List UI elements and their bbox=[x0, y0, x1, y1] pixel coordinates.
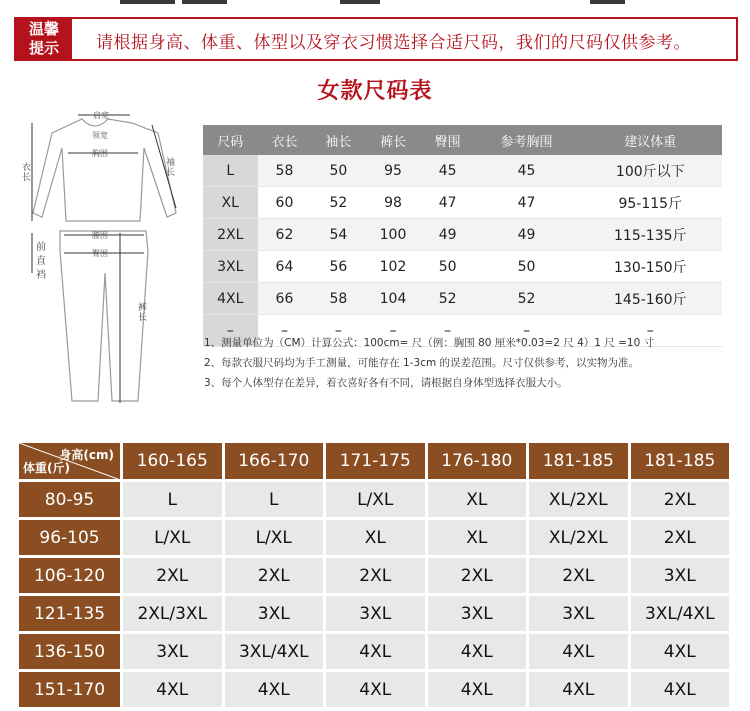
label-length: 衣长 bbox=[22, 163, 32, 183]
hw-cell: 4XL bbox=[326, 634, 425, 669]
hw-cell: 2XL bbox=[631, 482, 730, 517]
height-header: 166-170 bbox=[225, 443, 324, 479]
page-title: 女款尺码表 bbox=[317, 79, 433, 104]
size-cell: 145-160斤 bbox=[579, 283, 722, 315]
size-row bbox=[203, 155, 722, 187]
height-header: 176-180 bbox=[428, 443, 527, 479]
hw-cell: 2XL bbox=[529, 558, 628, 593]
size-cell: 60 bbox=[258, 187, 312, 219]
hw-row bbox=[19, 520, 729, 555]
hw-cell: 2XL bbox=[631, 520, 730, 555]
hw-cell: L/XL bbox=[326, 482, 425, 517]
size-row bbox=[203, 219, 722, 251]
hw-cell: XL bbox=[428, 482, 527, 517]
label-hip: 臀围 bbox=[92, 249, 108, 258]
note-line: 3、每个人体型存在差异，着衣喜好各有不同，请根据自身体型选择衣服大小。 bbox=[204, 377, 568, 389]
notice-bar bbox=[14, 17, 738, 61]
size-cell: 66 bbox=[258, 283, 312, 315]
notice-message: 请根据身高、体重、体型以及穿衣习惯选择合适尺码，我们的尺码仅供参考。 bbox=[96, 33, 691, 53]
hw-cell: 4XL bbox=[326, 672, 425, 707]
size-cell: – bbox=[203, 315, 258, 347]
size-cell: 50 bbox=[311, 155, 365, 187]
hw-cell: 3XL bbox=[123, 634, 222, 669]
size-cell: 52 bbox=[475, 283, 579, 315]
hw-cell: XL bbox=[326, 520, 425, 555]
size-cell: 4XL bbox=[203, 283, 258, 315]
measurement-notes bbox=[204, 333, 744, 393]
hw-cell: 3XL/4XL bbox=[225, 634, 324, 669]
hw-cell: 2XL bbox=[123, 558, 222, 593]
strip-segment bbox=[590, 0, 625, 4]
size-cell: 62 bbox=[258, 219, 312, 251]
size-cell: 47 bbox=[475, 187, 579, 219]
strip-segment bbox=[340, 0, 380, 4]
size-cell: 45 bbox=[475, 155, 579, 187]
size-cell: 45 bbox=[421, 155, 475, 187]
size-col-header: 袖长 bbox=[311, 125, 365, 155]
hw-cell: 3XL bbox=[428, 596, 527, 631]
hw-cell: 4XL bbox=[225, 672, 324, 707]
corner-weight-label: 体重(斤) bbox=[23, 461, 70, 475]
size-col-header: 尺码 bbox=[203, 125, 258, 155]
size-table-header bbox=[203, 125, 722, 155]
hw-cell: 3XL/4XL bbox=[631, 596, 730, 631]
label-rise: 前直裆 bbox=[36, 242, 46, 281]
height-header: 181-185 bbox=[529, 443, 628, 479]
size-cell: 115-135斤 bbox=[579, 219, 722, 251]
notice-tag-line2: 提示 bbox=[28, 39, 59, 57]
size-col-header: 裤长 bbox=[365, 125, 420, 155]
height-header: 171-175 bbox=[326, 443, 425, 479]
strip-segment bbox=[120, 0, 175, 4]
size-cell: 100斤以下 bbox=[579, 155, 722, 187]
size-cell: 95-115斤 bbox=[579, 187, 722, 219]
label-collar: 领宽 bbox=[92, 131, 108, 140]
size-cell: 64 bbox=[258, 251, 312, 283]
hw-cell: 4XL bbox=[428, 672, 527, 707]
size-cell: – bbox=[421, 315, 475, 347]
hw-cell: 2XL/3XL bbox=[123, 596, 222, 631]
hw-cell: L bbox=[225, 482, 324, 517]
weight-header: 106-120 bbox=[19, 558, 120, 593]
weight-header: 96-105 bbox=[19, 520, 120, 555]
size-cell: L bbox=[203, 155, 258, 187]
note-line: 2、每款衣服尺码均为手工测量，可能存在 1-3cm 的误差范围。尺寸仅供参考，以实物为准。 bbox=[204, 357, 640, 369]
size-cell: 52 bbox=[421, 283, 475, 315]
size-cell: 47 bbox=[421, 187, 475, 219]
hw-cell: 4XL bbox=[428, 634, 527, 669]
hw-cell: XL/2XL bbox=[529, 482, 628, 517]
hw-cell: L bbox=[123, 482, 222, 517]
notice-tag bbox=[16, 19, 72, 60]
hw-row bbox=[19, 596, 729, 631]
hw-cell: L/XL bbox=[225, 520, 324, 555]
hw-cell: L/XL bbox=[123, 520, 222, 555]
hw-cell: 2XL bbox=[225, 558, 324, 593]
size-cell: – bbox=[475, 315, 579, 347]
size-col-header: 衣长 bbox=[258, 125, 312, 155]
size-cell: 52 bbox=[311, 187, 365, 219]
top-strip bbox=[0, 0, 750, 6]
size-row bbox=[203, 283, 722, 315]
size-cell: – bbox=[258, 315, 312, 347]
hw-corner-cell bbox=[19, 443, 120, 479]
label-shoulder: 肩宽 bbox=[93, 111, 109, 120]
hw-cell: XL bbox=[428, 520, 527, 555]
size-cell: 2XL bbox=[203, 219, 258, 251]
size-cell: 100 bbox=[365, 219, 420, 251]
weight-header: 80-95 bbox=[19, 482, 120, 517]
label-sleeve: 袖长 bbox=[166, 158, 176, 178]
size-cell: – bbox=[311, 315, 365, 347]
size-row bbox=[203, 251, 722, 283]
hw-cell: 2XL bbox=[428, 558, 527, 593]
hw-cell: 4XL bbox=[529, 672, 628, 707]
size-cell: 56 bbox=[311, 251, 365, 283]
size-col-header: 建议体重 bbox=[579, 125, 722, 155]
size-cell: – bbox=[579, 315, 722, 347]
size-cell: 130-150斤 bbox=[579, 251, 722, 283]
size-cell: – bbox=[365, 315, 420, 347]
size-cell: 104 bbox=[365, 283, 420, 315]
height-weight-table bbox=[16, 440, 732, 710]
size-cell: XL bbox=[203, 187, 258, 219]
hw-cell: 3XL bbox=[326, 596, 425, 631]
size-cell: 49 bbox=[475, 219, 579, 251]
size-col-header: 参考胸围 bbox=[475, 125, 579, 155]
strip-segment bbox=[182, 0, 227, 4]
weight-header: 136-150 bbox=[19, 634, 120, 669]
size-cell: 50 bbox=[421, 251, 475, 283]
hw-cell: 4XL bbox=[631, 672, 730, 707]
height-header: 181-185 bbox=[631, 443, 730, 479]
size-cell: 98 bbox=[365, 187, 420, 219]
size-col-header: 臀围 bbox=[421, 125, 475, 155]
hw-cell: 4XL bbox=[123, 672, 222, 707]
hw-cell: 3XL bbox=[225, 596, 324, 631]
size-cell: 3XL bbox=[203, 251, 258, 283]
corner-height-label: 身高(cm) bbox=[59, 448, 114, 462]
weight-header: 121-135 bbox=[19, 596, 120, 631]
hw-cell: 4XL bbox=[631, 634, 730, 669]
size-cell: 49 bbox=[421, 219, 475, 251]
size-cell: 58 bbox=[258, 155, 312, 187]
size-cell: 50 bbox=[475, 251, 579, 283]
size-table bbox=[203, 125, 722, 347]
hw-row bbox=[19, 634, 729, 669]
label-chest: 胸围 bbox=[92, 149, 108, 158]
hw-header-row bbox=[19, 443, 729, 479]
size-row bbox=[203, 187, 722, 219]
hw-cell: XL/2XL bbox=[529, 520, 628, 555]
size-cell: 102 bbox=[365, 251, 420, 283]
height-header: 160-165 bbox=[123, 443, 222, 479]
note-line: 1、测量单位为（CM）计算公式：100cm= 尺（例：胸围 80 厘米*0.03=2 尺 4）1 尺 =10 寸 bbox=[204, 337, 655, 349]
size-cell: 95 bbox=[365, 155, 420, 187]
hw-cell: 2XL bbox=[326, 558, 425, 593]
weight-header: 151-170 bbox=[19, 672, 120, 707]
label-pants-length: 裤长 bbox=[138, 303, 148, 323]
notice-tag-line1: 温馨 bbox=[28, 20, 59, 38]
size-cell: 58 bbox=[311, 283, 365, 315]
hw-row bbox=[19, 672, 729, 707]
hw-cell: 3XL bbox=[529, 596, 628, 631]
label-waist: 腰围 bbox=[92, 231, 108, 240]
size-cell: 54 bbox=[311, 219, 365, 251]
garment-measure-figure bbox=[20, 103, 195, 413]
hw-cell: 4XL bbox=[529, 634, 628, 669]
hw-row bbox=[19, 482, 729, 517]
hw-cell: 3XL bbox=[631, 558, 730, 593]
hw-row bbox=[19, 558, 729, 593]
